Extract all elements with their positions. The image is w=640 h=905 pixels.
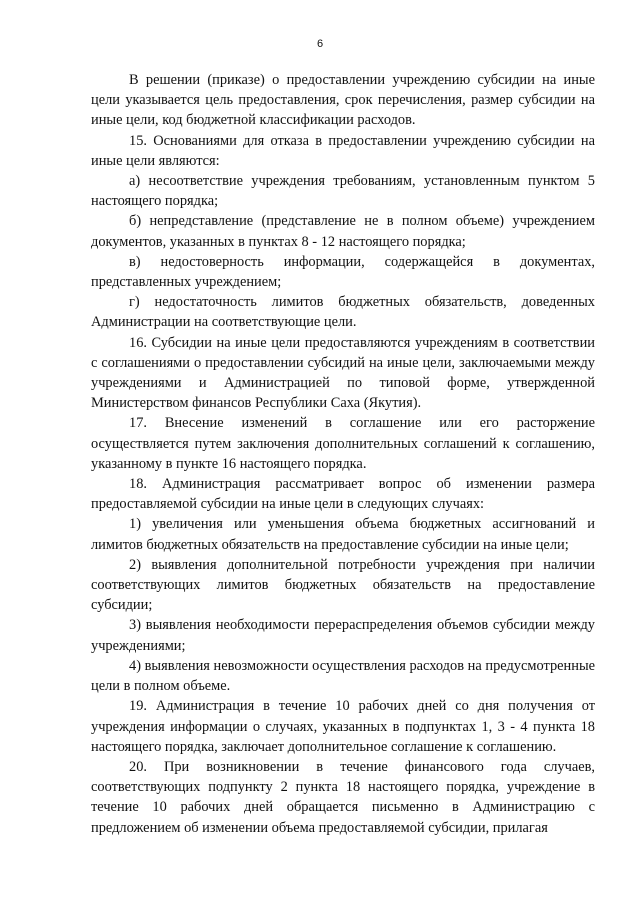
paragraph-15-item-v: в) недостоверность информации, содержащейся в документах, представленных учреждением; xyxy=(91,253,595,291)
paragraph-17-amendments: 17. Внесение изменений в соглашение или его расторжение осуществляется путем заключения дополнительных соглашений к соглашению, указанному в пункте 16 настоящего порядка. xyxy=(91,415,595,472)
document-body xyxy=(91,70,595,838)
paragraph-18-case-4: 4) выявления невозможности осуществления расходов на предусмотренные цели в полном объеме. xyxy=(91,657,595,695)
paragraph-decision-content: В решении (приказе) о предоставлении учреждению субсидии на иные цели указывается цель предоставления, срок перечисления, размер субсидии на иные цели, код бюджетной классификации расходов. xyxy=(91,72,595,129)
paragraph-16-agreements: 16. Субсидии на иные цели предоставляются учреждениям в соответствии с соглашениями о предоставлении субсидий на иные цели, заключаемыми между учреждениями и Администрацией по типовой форме, утвержденной Министерством финансов Республики Саха (Якутия). xyxy=(91,334,595,412)
paragraph-18-case-2: 2) выявления дополнительной потребности учреждения при наличии соответствующих лимитов бюджетных обязательств на предоставление субсидии; xyxy=(91,556,595,614)
paragraph-15-item-b: б) непредставление (представление не в полном объеме) учреждением документов, указанных в пунктах 8 - 12 настоящего порядка; xyxy=(91,213,595,250)
paragraph-19-additional-agreement: 19. Администрация в течение 10 рабочих дней со дня получения от учреждения информации о случаях, указанных в подпунктах 1, 3 - 4 пункта 18 настоящего порядка, заключает дополнительное соглашение к соглашению. xyxy=(91,698,595,755)
paragraph-18-case-1: 1) увеличения или уменьшения объема бюджетных ассигнований и лимитов бюджетных обязательств на предоставление субсидии на иные цели; xyxy=(91,516,595,553)
paragraph-15-item-g: г) недостаточность лимитов бюджетных обязательств, доведенных Администрации на соответствующие цели. xyxy=(91,294,595,331)
paragraph-15-refusal-grounds: 15. Основаниями для отказа в предоставлении учреждению субсидии на иные цели являются: xyxy=(91,132,595,169)
paragraph-18-size-change: 18. Администрация рассматривает вопрос об изменении размера предоставляемой субсидии на иные цели в следующих случаях: xyxy=(91,476,595,513)
page-number: 6 xyxy=(316,38,324,50)
paragraph-18-case-3: 3) выявления необходимости перераспределения объемов субсидии между учреждениями; xyxy=(91,617,595,654)
paragraph-15-item-a: а) несоответствие учреждения требованиям, установленным пунктом 5 настоящего порядка; xyxy=(91,173,595,210)
paragraph-20-request: 20. При возникновении в течение финансового года случаев, соответствующих подпункту 2 пункта 18 настоящего порядка, учреждение в течение 10 рабочих дней обращается письменно в Администрацию с предложением об изменении объема предоставляемой субсидии, прилагая xyxy=(91,758,595,836)
